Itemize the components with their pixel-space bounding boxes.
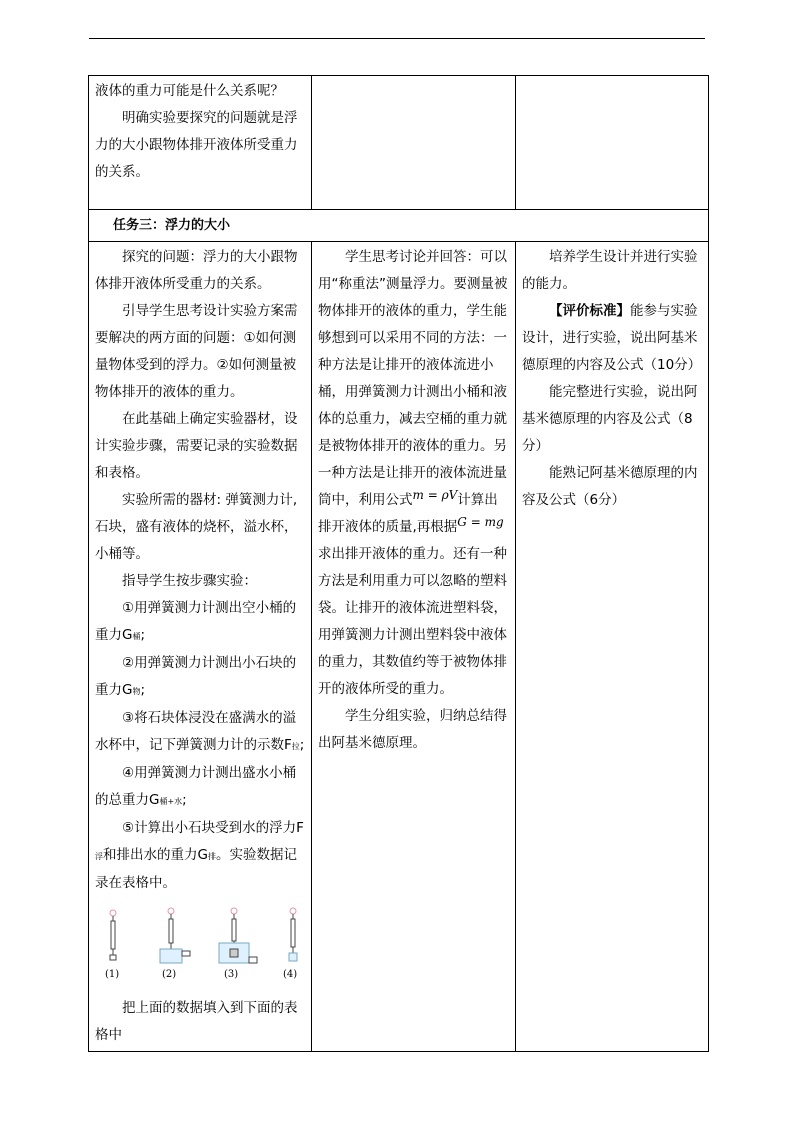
criteria-text: 能参与实验设计，进行实验，说出阿基米德原理的内容及公式（10分） bbox=[522, 303, 702, 373]
table-row bbox=[89, 76, 709, 210]
task-title-cell bbox=[89, 210, 709, 242]
figure-label: (2) bbox=[162, 969, 177, 980]
paragraph: 能熟记阿基米德原理的内容及公式（6分） bbox=[522, 465, 698, 508]
semicolon: ; bbox=[182, 792, 187, 808]
figure-label: (3) bbox=[224, 969, 239, 980]
subscript: 排 bbox=[207, 852, 216, 861]
table-row bbox=[89, 210, 709, 242]
figure-2 bbox=[160, 908, 190, 963]
step-text: ①用弹簧测力计测出空小桶的重力G bbox=[95, 600, 297, 643]
cell-teacher-activity bbox=[89, 242, 312, 1052]
step-5 bbox=[95, 815, 305, 897]
semicolon: ; bbox=[140, 682, 146, 698]
problem-statement: 明确实验要探究的问题就是浮力的大小跟物体排开液体所受重力的关系。 bbox=[95, 110, 298, 180]
step-text: ④用弹簧测力计测出盛水小桶的总重力G bbox=[95, 765, 297, 808]
task-title: 任务三：浮力的大小 bbox=[113, 218, 231, 233]
lesson-table bbox=[88, 75, 709, 1052]
paragraph: 学生分组实验，归纳总结得出阿基米德原理。 bbox=[318, 708, 507, 751]
step-text: ②用弹簧测力计测出小石块的重力G bbox=[95, 655, 297, 698]
paragraph: 探究的问题：浮力的大小跟物体排开液体所受重力的关系。 bbox=[95, 249, 298, 292]
figure-1 bbox=[110, 910, 116, 960]
semicolon: ; bbox=[299, 737, 305, 753]
step-text: 。实验数据记录在表格中。 bbox=[95, 847, 297, 891]
paragraph: 实验所需的器材: 弹簧测力计,石块，盛有液体的烧杯，溢水杯，小桶等。 bbox=[95, 492, 298, 562]
apparatus-figure bbox=[95, 905, 305, 991]
paragraph: 能完整进行实验，说出阿基米德原理的内容及公式（8分） bbox=[522, 384, 698, 454]
answer-text: 计算出排开液体的质量,再根据 bbox=[318, 492, 498, 535]
step-text: 和排出水的重力G bbox=[103, 847, 208, 863]
student-answer bbox=[318, 244, 509, 703]
question-text: 液体的重力可能是什么关系呢？ bbox=[95, 83, 284, 99]
semicolon: ; bbox=[140, 627, 146, 643]
cell-design-intent bbox=[516, 242, 709, 1052]
evaluation-criteria bbox=[522, 298, 702, 379]
formula-gravity: G = mg bbox=[457, 515, 504, 529]
paragraph: 把上面的数据填入到下面的表格中 bbox=[95, 1000, 298, 1043]
paragraph: 在此基础上确定实验器材，设计实验步骤，需要记录的实验数据和表格。 bbox=[95, 411, 298, 481]
subscript: 桶+水 bbox=[159, 797, 183, 806]
subscript: 浮 bbox=[95, 852, 103, 861]
figure-label: (4) bbox=[283, 969, 298, 980]
paragraph: 培养学生设计并进行实验的能力。 bbox=[522, 249, 698, 292]
table-row bbox=[89, 242, 709, 1052]
figure-label: (1) bbox=[105, 969, 120, 980]
figure-4 bbox=[289, 908, 297, 961]
paragraph: 指导学生按步骤实验： bbox=[122, 573, 257, 589]
subscript: 物 bbox=[132, 687, 141, 696]
cell-design-intent bbox=[516, 76, 709, 210]
step-1 bbox=[95, 595, 305, 650]
answer-text: 学生思考讨论并回答：可以用“称重法”测量浮力。要测量被物体排开的液体的重力，学生能够想到可以采用不同的方法：一种方法是让排开的液体流进小桶，用弹簧测力计测出小桶和液体的总重力，减去空桶的重力就是被物体排开的液体的重力。另一种方法是让排开的液体流进量筒中，利用公式 bbox=[318, 249, 508, 508]
answer-text: 求出排开液体的重力。还有一种方法是利用重力可以忽略的塑料袋。让排开的液体流进塑料袋，用弹簧测力计测出塑料袋中液体的重力，其数值约等于被物体排开的液体所受的重力。 bbox=[318, 546, 507, 697]
formula-mass: m = ρV bbox=[412, 488, 458, 502]
header-rule bbox=[89, 38, 705, 39]
paragraph: 引导学生思考设计实验方案需要解决的两方面的问题：①如何测量物体受到的浮力。②如何测量被物体排开的液体的重力。 bbox=[95, 303, 298, 400]
experiment-diagram bbox=[95, 905, 305, 981]
step-4 bbox=[95, 760, 305, 815]
step-text: ⑤计算出小石块受到水的浮力F bbox=[122, 820, 304, 836]
step-3 bbox=[95, 705, 305, 760]
cell-student-activity bbox=[312, 242, 516, 1052]
eval-label: 【评价标准】 bbox=[549, 303, 630, 319]
cell-teacher-activity bbox=[89, 76, 312, 210]
figure-3 bbox=[219, 908, 257, 963]
step-2 bbox=[95, 650, 305, 705]
cell-student-activity bbox=[312, 76, 516, 210]
subscript: 拉 bbox=[291, 742, 300, 751]
step-text: ③将石块体浸没在盛满水的溢水杯中，记下弹簧测力计的示数F bbox=[95, 710, 297, 753]
subscript: 桶 bbox=[132, 632, 141, 641]
